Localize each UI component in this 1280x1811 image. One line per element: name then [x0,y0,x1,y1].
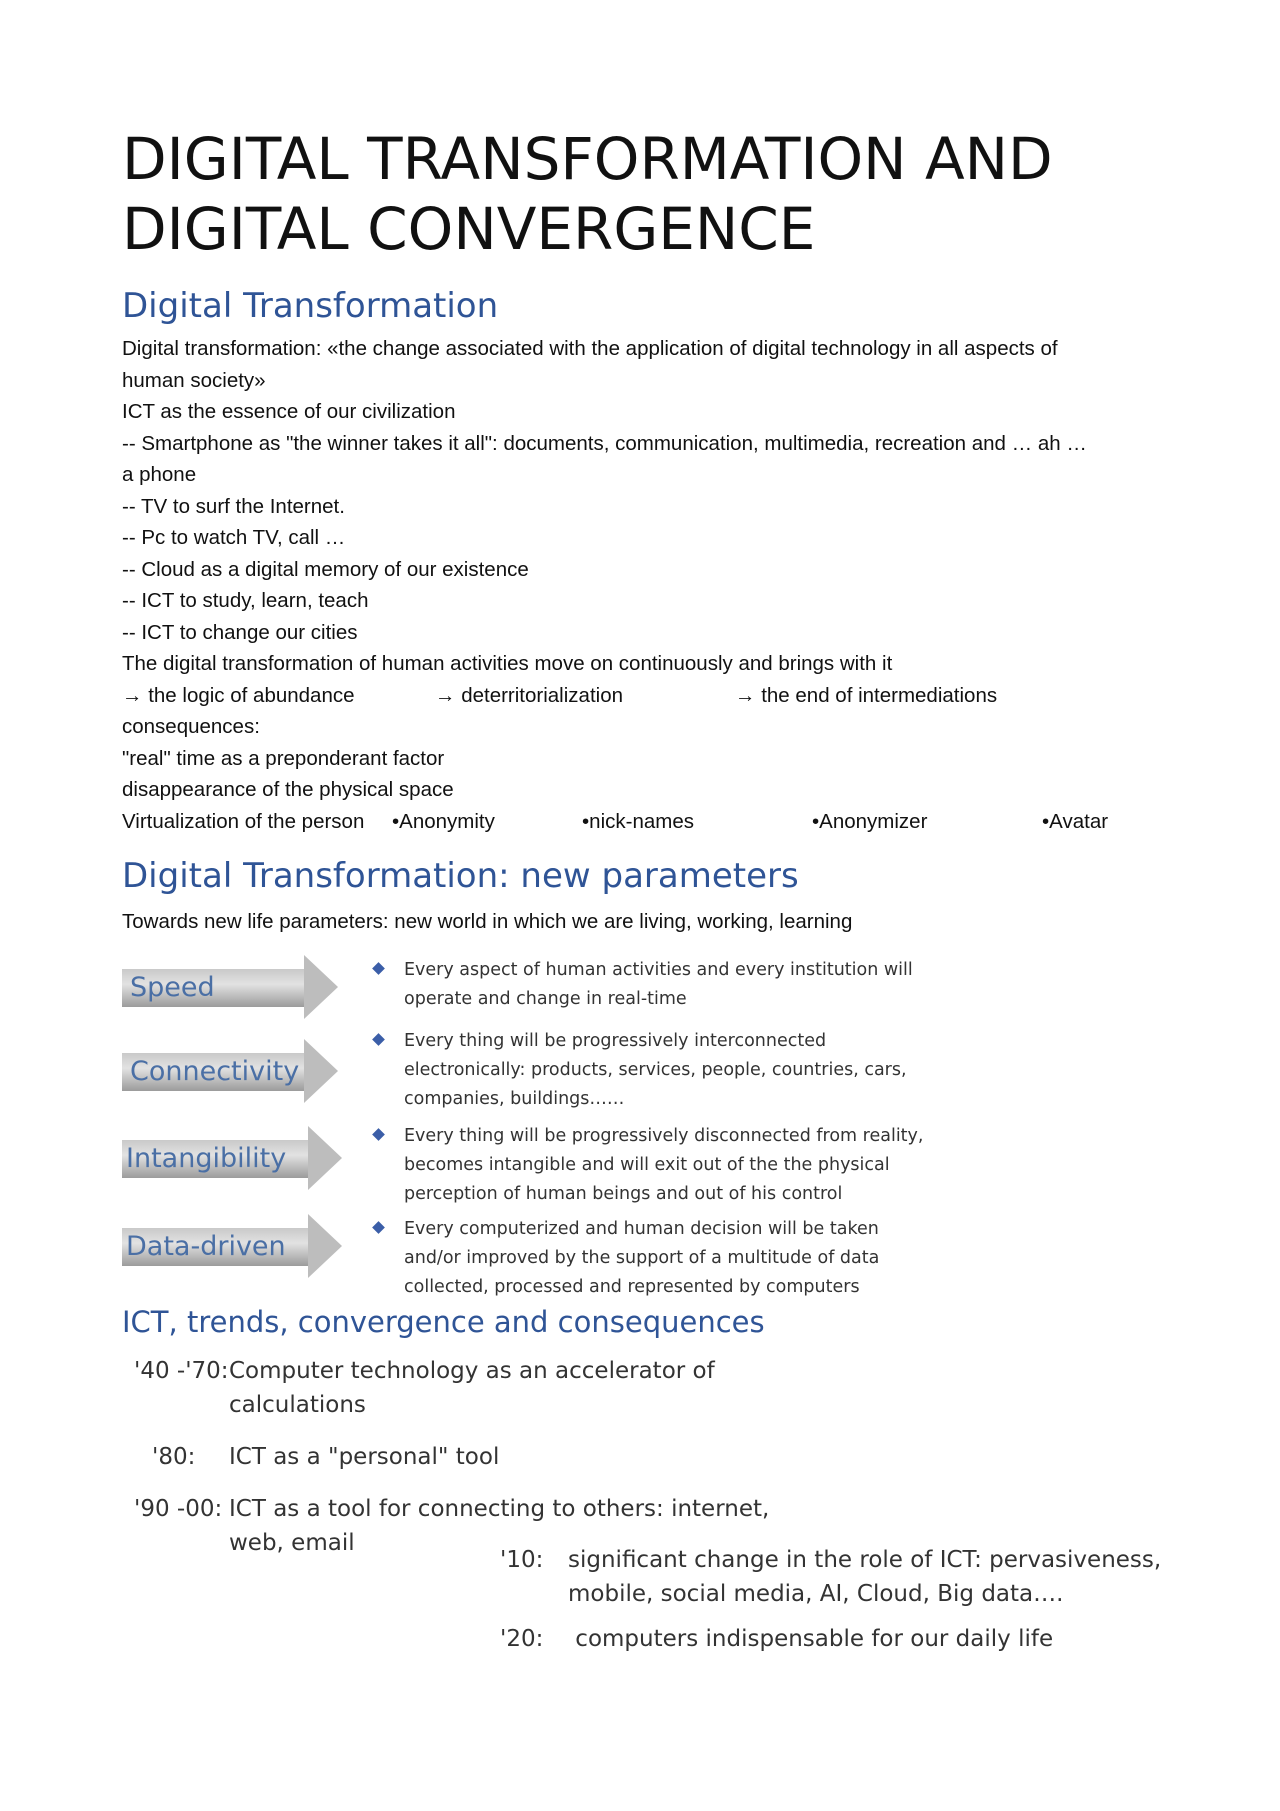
virtualization-row [122,806,1162,838]
era-desc-line: significant change in the role of ICT: pervasiveness, [568,1547,1162,1573]
diamond-bullet-icon [372,1033,385,1046]
section1-body [122,333,1162,837]
parameter-label: Speed [130,972,215,1003]
parameter-label: Data-driven [126,1231,286,1262]
body-line: -- Pc to watch TV, call … [122,526,346,549]
bullet-line: Every computerized and human decision will be taken [404,1219,879,1239]
virtualization-label: Virtualization of the person [122,809,365,833]
body-line: -- ICT to study, learn, teach [122,589,369,612]
section-heading-ict-trends: ICT, trends, convergence and consequences [122,1305,765,1339]
body-line: human society» [122,368,266,392]
bullet-line: electronically: products, services, people, countries, cars, [404,1060,907,1080]
bullet-line: collected, processed and represented by computers [404,1277,860,1297]
virtualization-item-anonymity: •Anonymity [392,809,495,833]
parameter-label: Intangibility [126,1143,287,1174]
diamond-bullet-icon [372,1221,385,1234]
bullet-line: Every thing will be progressively interconnected [404,1031,827,1051]
title-line-2: DIGITAL CONVERGENCE [122,195,816,263]
bullet-line: Every aspect of human activities and every institution will [404,960,913,980]
body-line: a phone [122,463,197,486]
section2-intro [122,906,852,938]
body-line: consequences: [122,715,260,738]
body-line: ICT as the essence of our civilization [122,400,456,423]
parameter-label: Connectivity [130,1056,300,1087]
diamond-bullet-icon [372,962,385,975]
bullet-line: perception of human beings and out of his control [404,1184,843,1204]
body-line: The digital transformation of human activities move on continuously and brings with it [122,652,893,675]
section-heading-new-parameters: Digital Transformation: new parameters [122,856,799,896]
diamond-bullet-icon [372,1128,385,1141]
virtualization-item-avatar: •Avatar [1042,809,1109,833]
body-line: -- Cloud as a digital memory of our existence [122,557,529,581]
body-line: -- TV to surf the Internet. [122,494,345,518]
era-desc-line: ICT as a "personal" tool [229,1444,500,1470]
section-heading-digital-transformation: Digital Transformation [122,286,499,326]
era-desc-line: computers indispensable for our daily life [568,1626,1054,1652]
era-desc-line: calculations [229,1392,366,1418]
era-desc-line: web, email [229,1530,355,1556]
era-year: '90 -00: [134,1496,223,1522]
body-line: -- Smartphone as "the winner takes it all": documents, communication, multimedia, recreation and … ah … [122,431,1087,455]
era-year: '20: [500,1626,544,1652]
body-line: Digital transformation: «the change associated with the application of digital technology in all aspects of [122,337,1058,360]
era-year: '40 -'70: [134,1358,229,1384]
bullet-line: Every thing will be progressively disconnected from reality, [404,1126,924,1146]
title-line-1: DIGITAL TRANSFORMATION AND [122,125,1053,193]
era-desc-line: Computer technology as an accelerator of [229,1358,715,1384]
bullet-line: becomes intangible and will exit out of the the physical [404,1155,890,1175]
arrow-consequences-row [122,680,1162,712]
era-year: '10: [500,1547,544,1573]
body-line: disappearance of the physical space [122,778,454,801]
bullet-line: and/or improved by the support of a multitude of data [404,1248,880,1268]
body-line: "real" time as a preponderant factor [122,746,445,770]
era-desc-line: ICT as a tool for connecting to others: internet, [229,1496,770,1522]
body-line: -- ICT to change our cities [122,620,358,644]
era-desc-line: mobile, social media, AI, Cloud, Big data…. [568,1581,1064,1607]
virtualization-item-nicknames: •nick-names [582,809,694,833]
era-year: '80: [152,1444,196,1470]
arrow-item-abundance: → the logic of abundance [122,683,355,707]
document-title [122,124,1162,264]
virtualization-item-anonymizer: •Anonymizer [812,809,928,833]
bullet-line: operate and change in real-time [404,989,687,1009]
section2-intro-text: Towards new life parameters: new world in which we are living, working, learning [122,910,853,933]
bullet-line: companies, buildings…… [404,1089,625,1109]
arrow-item-intermediations: → the end of intermediations [735,683,998,707]
arrow-item-deterritorialization: → deterritorialization [435,683,623,707]
